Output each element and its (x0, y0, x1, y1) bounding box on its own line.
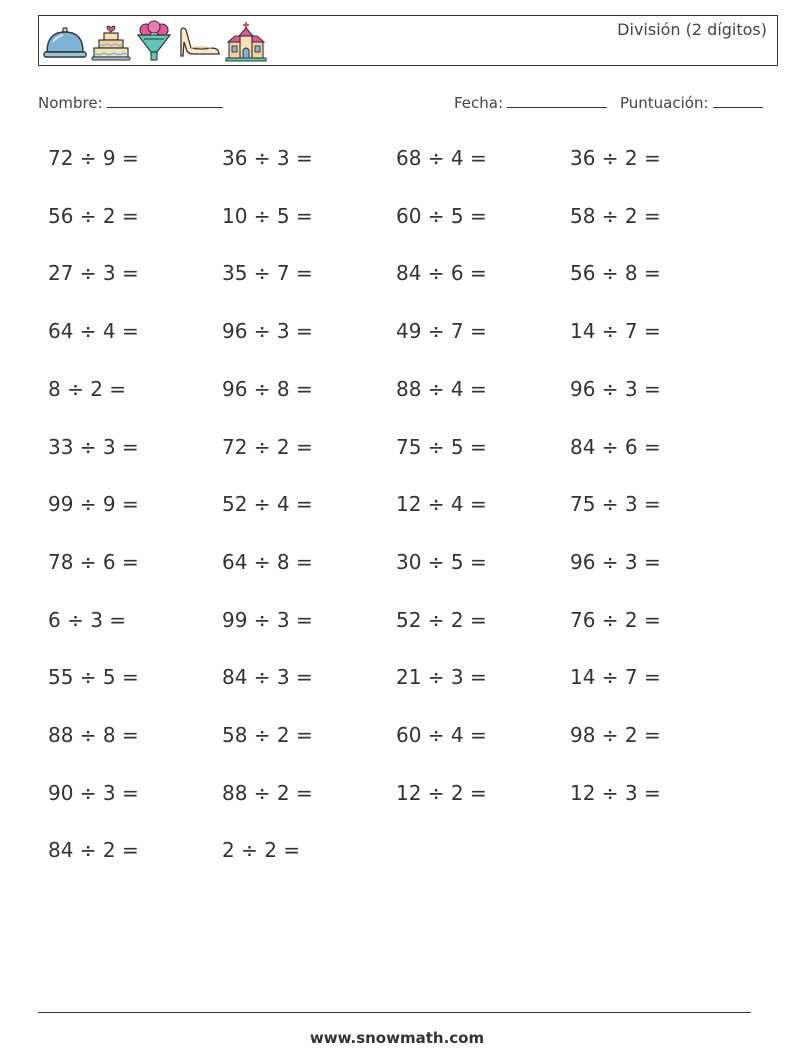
date-blank (507, 93, 607, 108)
worksheet-title: División (2 dígitos) (617, 20, 767, 39)
division-problem: 84 ÷ 3 = (222, 665, 313, 690)
division-problem: 75 ÷ 3 = (570, 492, 661, 517)
chapel-icon (225, 20, 267, 62)
division-problem: 60 ÷ 5 = (396, 203, 487, 228)
division-problem: 64 ÷ 8 = (222, 549, 313, 574)
division-problem: 99 ÷ 9 = (48, 492, 139, 517)
division-problem: 99 ÷ 3 = (222, 607, 313, 632)
division-problem: 2 ÷ 2 = (222, 838, 301, 863)
division-problem: 33 ÷ 3 = (48, 434, 139, 459)
high-heel-shoe-icon (177, 20, 221, 62)
division-problem: 52 ÷ 4 = (222, 492, 313, 517)
division-problem: 36 ÷ 3 = (222, 146, 313, 170)
division-problem: 96 ÷ 8 = (222, 376, 313, 401)
division-problem: 98 ÷ 2 = (570, 723, 661, 747)
division-problem: 84 ÷ 2 = (48, 838, 139, 863)
division-problem: 27 ÷ 3 = (48, 261, 139, 286)
division-problem: 64 ÷ 4 = (48, 319, 139, 344)
food-cloche-icon (43, 20, 87, 62)
division-problem: 78 ÷ 6 = (48, 549, 139, 574)
division-problem: 6 ÷ 3 = (48, 607, 127, 632)
footer-url: www.snowmath.com (309, 1029, 485, 1047)
division-problem: 36 ÷ 2 = (570, 146, 661, 170)
score-blank (713, 93, 763, 108)
division-problem: 12 ÷ 4 = (396, 492, 487, 517)
division-problem: 12 ÷ 2 = (396, 780, 487, 805)
division-problem: 96 ÷ 3 = (570, 549, 661, 574)
division-problem: 10 ÷ 5 = (222, 203, 313, 228)
division-problem: 68 ÷ 4 = (396, 146, 487, 170)
division-problem: 55 ÷ 5 = (48, 665, 139, 690)
bouquet-icon (135, 20, 173, 62)
division-problem: 52 ÷ 2 = (396, 607, 487, 632)
division-problem: 58 ÷ 2 = (570, 203, 661, 228)
division-problem: 88 ÷ 2 = (222, 780, 313, 805)
name-field (38, 93, 223, 112)
name-label: Nombre: (38, 94, 103, 112)
division-problem: 58 ÷ 2 = (222, 723, 313, 747)
division-problem: 72 ÷ 2 = (222, 434, 313, 459)
division-problem: 90 ÷ 3 = (48, 780, 139, 805)
date-label: Fecha: (454, 94, 504, 112)
division-problem: 75 ÷ 5 = (396, 434, 487, 459)
division-problem: 96 ÷ 3 = (222, 319, 313, 344)
wedding-cake-icon (91, 20, 131, 62)
division-problem: 21 ÷ 3 = (396, 665, 487, 690)
division-problem: 30 ÷ 5 = (396, 549, 487, 574)
score-field (620, 93, 763, 112)
division-problem: 72 ÷ 9 = (48, 146, 139, 170)
division-problem: 49 ÷ 7 = (396, 319, 487, 344)
division-problem: 88 ÷ 4 = (396, 376, 487, 401)
division-problem: 14 ÷ 7 = (570, 665, 661, 690)
division-problem: 56 ÷ 2 = (48, 203, 139, 228)
icon-strip (43, 20, 267, 62)
division-problem: 84 ÷ 6 = (396, 261, 487, 286)
division-problem: 96 ÷ 3 = (570, 376, 661, 401)
division-problem: 84 ÷ 6 = (570, 434, 661, 459)
division-problem: 14 ÷ 7 = (570, 319, 661, 344)
name-blank (107, 93, 223, 108)
division-problem: 8 ÷ 2 = (48, 376, 127, 401)
division-problem: 88 ÷ 8 = (48, 723, 139, 747)
division-problem: 35 ÷ 7 = (222, 261, 313, 286)
date-field (454, 93, 607, 112)
score-label: Puntuación: (620, 94, 709, 112)
division-problem: 56 ÷ 8 = (570, 261, 661, 286)
division-problem: 60 ÷ 4 = (396, 723, 487, 747)
worksheet-header (38, 15, 778, 66)
division-problem: 76 ÷ 2 = (570, 607, 661, 632)
division-problem: 12 ÷ 3 = (570, 780, 661, 805)
footer-divider (38, 1012, 751, 1013)
